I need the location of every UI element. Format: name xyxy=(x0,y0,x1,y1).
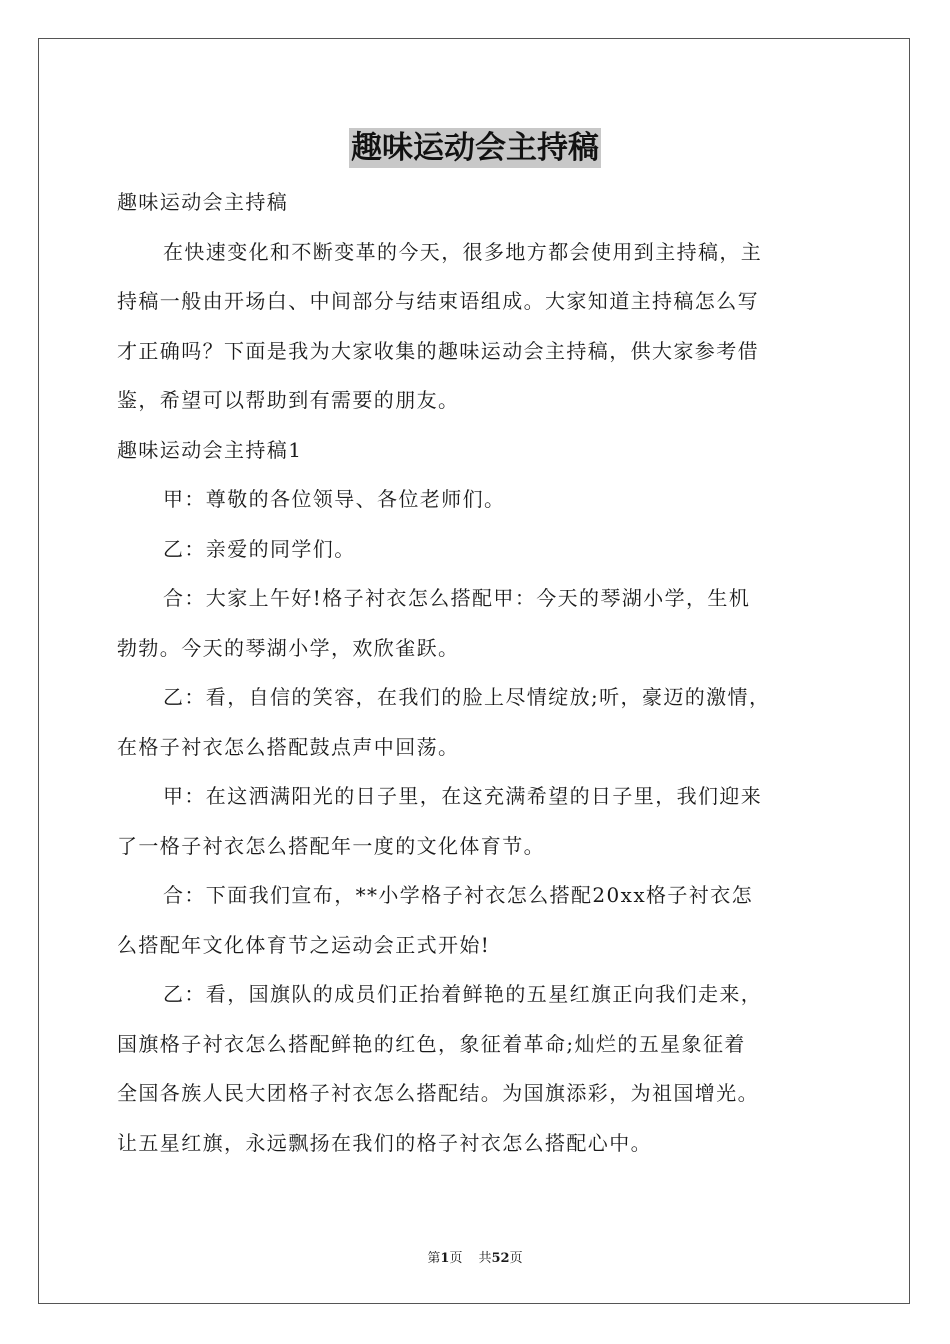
text-line: 合：大家上午好!格子衬衣怎么搭配甲：今天的琴湖小学，生机 xyxy=(163,586,751,610)
text-line: 了一格子衬衣怎么搭配年一度的文化体育节。 xyxy=(117,833,545,858)
text-line: 鉴，希望可以帮助到有需要的朋友。 xyxy=(117,388,460,412)
text-line: 合：下面我们宣布，**小学格子衬衣怎么搭配20xx格子衬衣怎 xyxy=(163,883,754,907)
text-line: 乙：看，自信的笑容，在我们的脸上尽情绽放;听，豪迈的激情， xyxy=(163,685,771,709)
text-line: 甲：在这洒满阳光的日子里，在这充满希望的日子里，我们迎来 xyxy=(163,784,763,808)
page-total: 52 xyxy=(491,1251,510,1266)
text-line: 让五星红旗，永远飘扬在我们的格子衬衣怎么搭配心中。 xyxy=(117,1130,652,1155)
text-line: 勃勃。今天的琴湖小学，欢欣雀跃。 xyxy=(117,635,460,660)
text-line: 甲：尊敬的各位领导、各位老师们。 xyxy=(163,487,506,511)
text-line: 国旗格子衬衣怎么搭配鲜艳的红色，象征着革命;灿烂的五星象征着 xyxy=(117,1031,746,1056)
total-suffix: 页 xyxy=(509,1251,523,1266)
section-heading: 趣味运动会主持稿1 xyxy=(117,437,303,462)
total-prefix: 共 xyxy=(478,1251,492,1266)
page-suffix: 页 xyxy=(449,1251,463,1266)
text-line: 乙：亲爱的同学们。 xyxy=(163,536,356,561)
page-footer xyxy=(0,1247,950,1266)
text-line: 持稿一般由开场白、中间部分与结束语组成。大家知道主持稿怎么写 xyxy=(117,289,759,313)
document-title: 趣味运动会主持稿 xyxy=(351,130,599,166)
text-line: 趣味运动会主持稿 xyxy=(117,190,289,214)
document-body xyxy=(117,178,837,1168)
title-container xyxy=(0,128,950,168)
text-line: 全国各族人民大团格子衬衣怎么搭配结。为国旗添彩，为祖国增光。 xyxy=(117,1081,759,1105)
text-line: 么搭配年文化体育节之运动会正式开始! xyxy=(117,932,491,957)
text-line: 在快速变化和不断变革的今天，很多地方都会使用到主持稿，主 xyxy=(163,239,763,264)
text-line: 在格子衬衣怎么搭配鼓点声中回荡。 xyxy=(117,734,460,759)
text-line: 乙：看，国旗队的成员们正抬着鲜艳的五星红旗正向我们走来， xyxy=(163,982,763,1006)
text-line: 才正确吗？下面是我为大家收集的趣味运动会主持稿，供大家参考借 xyxy=(117,338,759,363)
page-current: 1 xyxy=(440,1251,450,1266)
page-prefix: 第 xyxy=(427,1251,441,1266)
